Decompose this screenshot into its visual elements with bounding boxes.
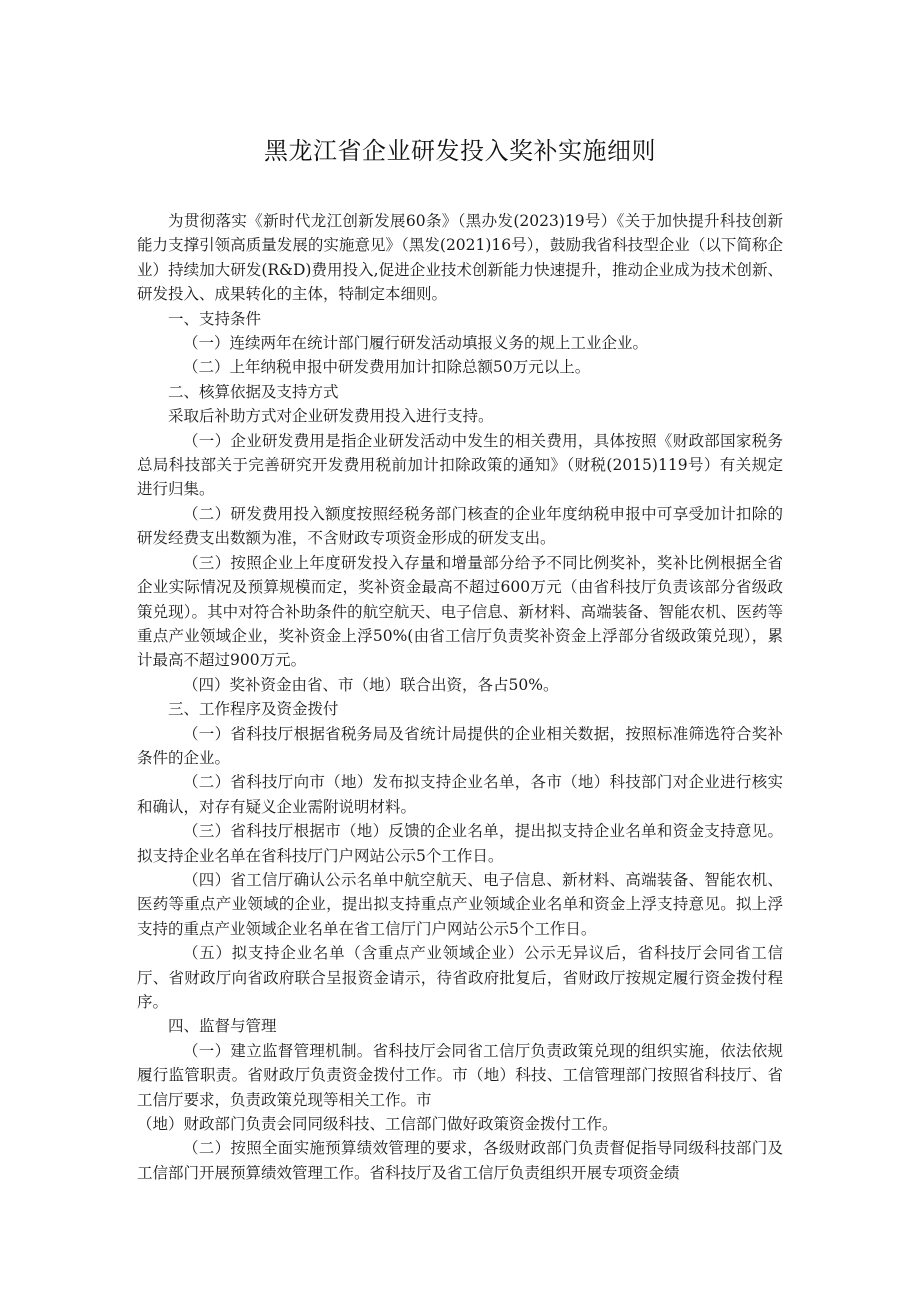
paragraph: （二）按照全面实施预算绩效管理的要求，各级财政部门负责督促指导同级科技部门及工信部门开展预算绩效管理工作。省科技厅及省工信厅负责组织开展专项资金绩 — [137, 1139, 783, 1182]
paragraph: （一）企业研发费用是指企业研发活动中发生的相关费用，具体按照《财政部国家税务总局科技部关于完善研究开发费用税前加计扣除政策的通知》（财税(2015)119号）有关规定进行归集。 — [137, 431, 783, 499]
paragraph: 采取后补助方式对企业研发费用投入进行支持。 — [168, 407, 494, 426]
paragraph: （二）研发费用投入额度按照经税务部门核查的企业年度纳税申报中可享受加计扣除的研发经费支出数额为准，不含财政专项资金形成的研发支出。 — [137, 504, 783, 548]
paragraph: （一）建立监督管理机制。省科技厅会同省工信厅负责政策兑现的组织实施，依法依规履行监管职责。省财政厅负责资金拨付工作。市（地）科技、工信管理部门按照省科技厅、省工信厅要求，负责政策兑现等相关工作。市 — [137, 1041, 783, 1109]
section-heading: 二、核算依据及支持方式 — [168, 382, 339, 401]
section-heading: 三、工作程序及资金拨付 — [168, 700, 339, 719]
paragraph: （地）财政部门负责会同同级科技、工信部门做好政策资金拨付工作。 — [137, 1115, 618, 1134]
paragraph: （三）按照企业上年度研发投入存量和增量部分给予不同比例奖补，奖补比例根据全省企业实际情况及预算规模而定，奖补资金最高不超过600万元（由省科技厅负责该部分省级政策兑现）。其中对符合补助条件的航空航天、电子信息、新材料、高端装备、智能农机、医药等重点产业领域企业，奖补资金上浮50%(由省工信厅负责奖补资金上浮部分省级政策兑现），累计最高不超过900万元。 — [137, 553, 783, 670]
section-heading: 四、监督与管理 — [168, 1017, 277, 1036]
paragraph: （五）拟支持企业名单（含重点产业领域企业）公示无异议后，省科技厅会同省工信厅、省财政厅向省政府联合呈报资金请示，待省政府批复后，省财政厅按规定履行资金拨付程序。 — [137, 944, 783, 1011]
paragraph: （一）省科技厅根据省税务局及省统计局提供的企业相关数据，按照标准筛选符合奖补条件的企业。 — [137, 724, 783, 767]
paragraph: （四）省工信厅确认公示名单中航空航天、电子信息、新材料、高端装备、智能农机、医药等重点产业领域的企业，提出拟支持重点产业领域企业名单和资金上浮支持意见。拟上浮支持的重点产业领域企业名单在省工信厅门户网站公示5个工作日。 — [137, 870, 783, 938]
paragraph: （二）省科技厅向市（地）发布拟支持企业名单，各市（地）科技部门对企业进行核实和确认，对存有疑义企业需附说明材料。 — [137, 773, 783, 816]
document-body — [137, 209, 783, 1185]
paragraph: 为贯彻落实《新时代龙江创新发展60条》（黑办发(2023)19号）《关于加快提升科技创新能力支撑引领高质量发展的实施意见》（黑发(2021)16号），鼓励我省科技型企业（以下简称企业）持续加大研发(R&D)费用投入,促进企业技术创新能力快速提升，推动企业成为技术创新、研发投入、成果转化的主体，特制定本细则。 — [137, 212, 783, 304]
document-title: 黑龙江省企业研发投入奖补实施细则 — [264, 137, 656, 165]
paragraph: （二）上年纳税申报中研发费用加计扣除总额50万元以上。 — [183, 358, 591, 377]
paragraph: （一）连续两年在统计部门履行研发活动填报义务的规上工业企业。 — [183, 334, 649, 353]
paragraph: （三）省科技厅根据市（地）反馈的企业名单，提出拟支持企业名单和资金支持意见。拟支持企业名单在省科技厅门户网站公示5个工作日。 — [137, 822, 783, 865]
paragraph: （四）奖补资金由省、市（地）联合出资，各占50%。 — [183, 675, 559, 694]
section-heading: 一、支持条件 — [168, 309, 262, 328]
